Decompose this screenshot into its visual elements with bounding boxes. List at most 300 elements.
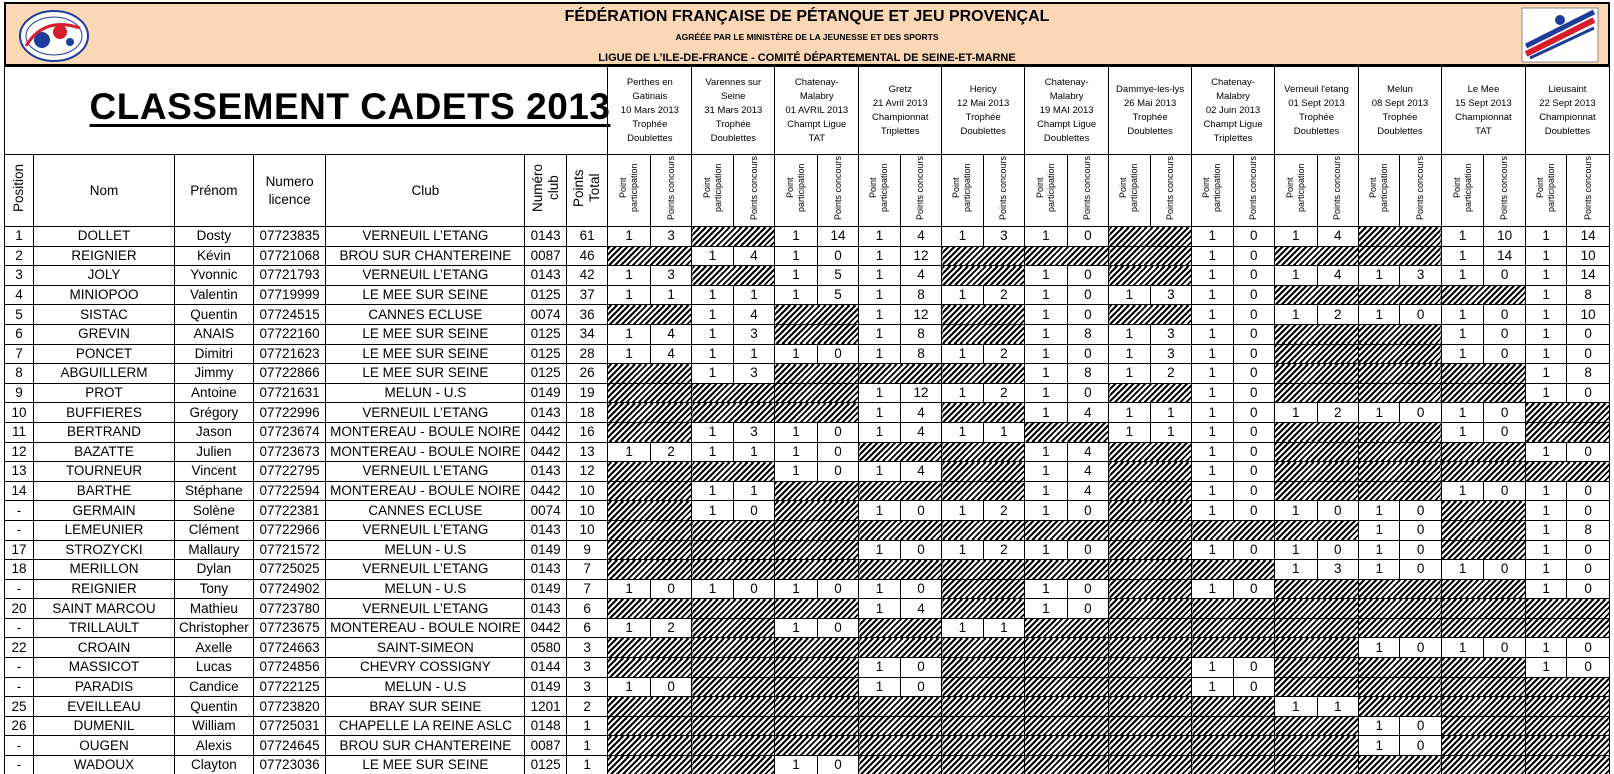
cell-club-number: 0442 — [525, 442, 566, 462]
event-line: 26 Mai 2013 — [1123, 97, 1177, 109]
cell-concours: 8 — [1067, 324, 1108, 344]
cell-no-participation — [942, 324, 1025, 344]
cell-no-participation — [1275, 520, 1359, 540]
column-header-label: Point participation — [868, 163, 890, 213]
cell-club: LE MEE SUR SEINE — [326, 285, 525, 305]
cell-no-participation — [1358, 462, 1441, 482]
cell-no-participation — [1025, 618, 1109, 638]
cell-no-participation — [942, 638, 1025, 658]
cell-points-total: 10 — [566, 520, 607, 540]
event-header — [692, 67, 775, 155]
table-row — [5, 344, 1610, 364]
cell-position: 17 — [5, 540, 34, 560]
cell-participation: 1 — [692, 364, 733, 384]
cell-participation: 1 — [1441, 266, 1484, 286]
event-line: Dammye-les-lys — [1116, 83, 1185, 95]
cell-participation: 1 — [1025, 383, 1068, 403]
cell-no-participation — [1275, 462, 1359, 482]
cell-participation: 1 — [1358, 520, 1399, 540]
cell-nom: BUFFIERES — [34, 403, 175, 423]
cell-participation: 1 — [1275, 227, 1318, 247]
column-header-concours — [1400, 155, 1441, 227]
event-line: 22 Sept 2013 — [1539, 97, 1596, 109]
cell-participation: 1 — [608, 285, 651, 305]
cell-participation: 1 — [859, 579, 900, 599]
cell-no-participation — [1358, 756, 1441, 774]
event-line: Le Mee — [1467, 83, 1500, 95]
cell-no-participation — [608, 599, 692, 619]
cell-participation: 1 — [1192, 266, 1233, 286]
cell-concours: 0 — [1567, 383, 1610, 403]
cell-participation: 1 — [1275, 403, 1318, 423]
column-header-concours — [817, 155, 858, 227]
cell-participation: 1 — [859, 462, 900, 482]
cell-participation: 1 — [1525, 579, 1566, 599]
cell-concours: 0 — [1484, 422, 1525, 442]
cell-participation: 1 — [1275, 560, 1318, 580]
cell-position: - — [5, 579, 34, 599]
cell-no-participation — [775, 520, 859, 540]
cell-concours: 0 — [1067, 344, 1108, 364]
cell-concours: 8 — [900, 344, 941, 364]
event-header — [1275, 67, 1359, 155]
cell-points-total: 46 — [566, 246, 607, 266]
cell-no-participation — [1192, 638, 1275, 658]
cell-participation: 1 — [859, 285, 900, 305]
cell-concours: 0 — [1400, 540, 1441, 560]
cell-nom: REIGNIER — [34, 246, 175, 266]
cell-no-participation — [775, 540, 859, 560]
cell-no-participation — [1441, 658, 1525, 678]
cell-participation: 1 — [942, 618, 983, 638]
cell-concours: 0 — [900, 579, 941, 599]
cell-no-participation — [1192, 520, 1275, 540]
event-line: Gatinais — [632, 90, 668, 102]
cell-nom: WADOUX — [34, 756, 175, 774]
cell-concours: 2 — [650, 442, 691, 462]
cell-concours: 0 — [1067, 285, 1108, 305]
cell-position: - — [5, 618, 34, 638]
cell-participation: 1 — [1525, 658, 1566, 678]
cell-participation: 1 — [1441, 560, 1484, 580]
cell-no-participation — [608, 364, 692, 384]
cell-participation: 1 — [1358, 403, 1399, 423]
cell-participation: 1 — [859, 677, 900, 697]
cell-concours: 0 — [1567, 638, 1610, 658]
event-header — [775, 67, 859, 155]
cell-points-total: 1 — [566, 716, 607, 736]
cell-concours: 0 — [1567, 579, 1610, 599]
cadets-ranking-table — [4, 66, 1610, 774]
table-row — [5, 227, 1610, 247]
cell-concours: 3 — [650, 227, 691, 247]
cell-participation: 1 — [1275, 540, 1318, 560]
column-header-label: Points concours — [998, 155, 1009, 221]
cell-concours: 0 — [1233, 403, 1274, 423]
cell-no-participation — [859, 618, 942, 638]
cell-licence: 07722966 — [253, 520, 326, 540]
column-header-label: Point participation — [1368, 163, 1390, 213]
cell-concours: 1 — [733, 481, 774, 501]
cell-participation: 1 — [859, 383, 900, 403]
cell-participation: 1 — [1025, 579, 1068, 599]
cell-no-participation — [1109, 618, 1192, 638]
cell-concours: 4 — [650, 344, 691, 364]
cell-no-participation — [1109, 697, 1192, 717]
cell-position: 1 — [5, 227, 34, 247]
cell-licence: 07721623 — [253, 344, 326, 364]
cell-no-participation — [1525, 756, 1609, 774]
cell-points-total: 3 — [566, 658, 607, 678]
table-row — [5, 658, 1610, 678]
cell-concours: 2 — [650, 618, 691, 638]
column-header-label: Point participation — [1034, 163, 1056, 213]
table-row — [5, 579, 1610, 599]
event-line: Seine — [721, 90, 746, 102]
cell-no-participation — [1275, 324, 1359, 344]
cell-no-participation — [1358, 618, 1441, 638]
cell-no-participation — [1275, 736, 1359, 756]
cell-no-participation — [1025, 736, 1109, 756]
cell-concours: 3 — [1317, 560, 1358, 580]
column-header-label: Point participation — [1451, 163, 1473, 213]
cell-no-participation — [775, 677, 859, 697]
column-header-concours — [650, 155, 691, 227]
event-line: Champt Ligue — [1203, 118, 1263, 130]
cell-concours: 0 — [1233, 422, 1274, 442]
cell-concours: 0 — [817, 462, 858, 482]
cell-no-participation — [1441, 462, 1525, 482]
cell-concours: 2 — [1317, 305, 1358, 325]
cell-club: MELUN - U.S — [326, 579, 525, 599]
event-line: 19 MAI 2013 — [1039, 104, 1094, 116]
cell-participation: 1 — [1109, 344, 1150, 364]
cell-no-participation — [1025, 658, 1109, 678]
cell-nom: REIGNIER — [34, 579, 175, 599]
cell-participation: 1 — [1525, 227, 1566, 247]
cell-nom: DUMENIL — [34, 716, 175, 736]
cell-concours: 8 — [1067, 364, 1108, 384]
cell-points-total: 42 — [566, 266, 607, 286]
event-line: Doublettes — [1293, 125, 1340, 137]
cell-licence: 07722996 — [253, 403, 326, 423]
cell-no-participation — [1525, 599, 1609, 619]
cell-participation: 1 — [1275, 501, 1318, 521]
cell-no-participation — [692, 227, 775, 247]
cell-no-participation — [859, 560, 942, 580]
cell-no-participation — [942, 599, 1025, 619]
cell-concours: 0 — [1400, 305, 1441, 325]
cell-concours: 0 — [1567, 344, 1610, 364]
cell-participation: 1 — [775, 285, 818, 305]
cell-participation: 1 — [775, 246, 818, 266]
column-header-label: Points concours — [1248, 155, 1259, 221]
cell-participation: 1 — [692, 481, 733, 501]
event-line: Perthes en — [626, 76, 673, 88]
cell-no-participation — [608, 560, 692, 580]
cell-participation: 1 — [1525, 344, 1566, 364]
cell-concours: 0 — [650, 579, 691, 599]
cell-participation: 1 — [859, 227, 900, 247]
cell-no-participation — [1525, 422, 1609, 442]
cell-participation: 1 — [942, 285, 983, 305]
cell-concours: 4 — [733, 246, 774, 266]
cell-licence: 07722381 — [253, 501, 326, 521]
cell-no-participation — [1275, 481, 1359, 501]
cell-no-participation — [1441, 716, 1525, 736]
cell-points-total: 9 — [566, 540, 607, 560]
cell-participation: 1 — [1275, 305, 1318, 325]
cell-participation: 1 — [942, 344, 983, 364]
cell-no-participation — [775, 403, 859, 423]
cell-concours: 0 — [817, 344, 858, 364]
column-header-label: Point participation — [1284, 163, 1306, 213]
cell-no-participation — [775, 638, 859, 658]
cell-concours: 0 — [1400, 520, 1441, 540]
cell-concours: 0 — [1567, 658, 1610, 678]
cell-no-participation — [1275, 638, 1359, 658]
event-line: Gretz — [888, 83, 912, 95]
cell-participation: 1 — [775, 756, 818, 774]
cell-no-participation — [692, 658, 775, 678]
cell-concours: 2 — [983, 383, 1024, 403]
cell-licence: 07723673 — [253, 442, 326, 462]
cell-no-participation — [1525, 618, 1609, 638]
cell-concours: 0 — [1233, 481, 1274, 501]
cell-club-number: 0143 — [525, 227, 566, 247]
cell-no-participation — [692, 716, 775, 736]
cell-concours: 2 — [983, 501, 1024, 521]
cell-licence: 07723820 — [253, 697, 326, 717]
cell-no-participation — [942, 579, 1025, 599]
cell-club-number: 0149 — [525, 383, 566, 403]
cell-participation: 1 — [1192, 344, 1233, 364]
cell-licence: 07721068 — [253, 246, 326, 266]
federation-banner — [4, 2, 1610, 66]
cell-club-number: 0074 — [525, 305, 566, 325]
column-header-concours — [983, 155, 1024, 227]
cell-nom: SISTAC — [34, 305, 175, 325]
cell-no-participation — [859, 520, 942, 540]
event-line: Champt Ligue — [1037, 118, 1097, 130]
cell-concours: 0 — [1067, 383, 1108, 403]
cell-no-participation — [1109, 305, 1192, 325]
cell-no-participation — [1109, 520, 1192, 540]
event-line: Triplettes — [1213, 132, 1253, 144]
cell-no-participation — [1441, 540, 1525, 560]
column-header-participation — [1275, 155, 1318, 227]
cell-club: MELUN - U.S — [326, 383, 525, 403]
cell-points-total: 37 — [566, 285, 607, 305]
cell-club: BROU SUR CHANTEREINE — [326, 736, 525, 756]
cell-no-participation — [692, 618, 775, 638]
cell-club: VERNEUIL L’ETANG — [326, 520, 525, 540]
cell-no-participation — [1192, 716, 1275, 736]
cell-participation: 1 — [1025, 462, 1068, 482]
cell-no-participation — [775, 324, 859, 344]
cell-concours: 2 — [1150, 364, 1191, 384]
cell-position: 18 — [5, 560, 34, 580]
cell-participation: 1 — [1025, 403, 1068, 423]
cell-points-total: 10 — [566, 481, 607, 501]
cell-participation: 1 — [1192, 481, 1233, 501]
cell-concours: 0 — [1233, 246, 1274, 266]
cell-no-participation — [608, 540, 692, 560]
cell-no-participation — [608, 305, 692, 325]
cell-nom: PONCET — [34, 344, 175, 364]
cell-participation: 1 — [1109, 403, 1150, 423]
cell-no-participation — [1525, 403, 1609, 423]
cell-no-participation — [692, 403, 775, 423]
cell-participation: 1 — [1192, 579, 1233, 599]
cell-concours: 0 — [817, 756, 858, 774]
cell-no-participation — [1525, 462, 1609, 482]
cell-nom: BAZATTE — [34, 442, 175, 462]
cell-concours: 0 — [1233, 579, 1274, 599]
event-line: Varennes sur — [705, 76, 762, 88]
cell-nom: LEMEUNIER — [34, 520, 175, 540]
cell-no-participation — [1358, 599, 1441, 619]
cell-concours: 3 — [983, 227, 1024, 247]
cell-concours: 0 — [1233, 305, 1274, 325]
cell-participation: 1 — [1525, 481, 1566, 501]
event-line: Trophée — [1298, 111, 1334, 123]
cell-prenom: Dylan — [175, 560, 254, 580]
federation-title: FÉDÉRATION FRANÇAISE DE PÉTANQUE ET JEU PROVENÇAL — [564, 8, 1050, 25]
cell-no-participation — [692, 736, 775, 756]
cell-participation: 1 — [1025, 227, 1068, 247]
cell-position: 14 — [5, 481, 34, 501]
cell-nom: PROT — [34, 383, 175, 403]
cell-participation: 1 — [1025, 442, 1068, 462]
cell-concours: 2 — [983, 344, 1024, 364]
table-row — [5, 246, 1610, 266]
event-line: Trophée — [632, 118, 668, 130]
table-row — [5, 599, 1610, 619]
table-row — [5, 422, 1610, 442]
cell-club: CANNES ECLUSE — [326, 305, 525, 325]
cell-participation: 1 — [1441, 344, 1484, 364]
cell-position: - — [5, 736, 34, 756]
event-line: 08 Sept 2013 — [1371, 97, 1429, 109]
cell-club-number: 0144 — [525, 658, 566, 678]
cell-prenom: William — [175, 716, 254, 736]
cell-participation: 1 — [1192, 403, 1233, 423]
cell-no-participation — [942, 266, 1025, 286]
cell-licence: 07721572 — [253, 540, 326, 560]
cell-no-participation — [859, 638, 942, 658]
cell-no-participation — [942, 403, 1025, 423]
cell-club-number: 0143 — [525, 403, 566, 423]
cell-participation: 1 — [1358, 305, 1399, 325]
cell-no-participation — [1275, 677, 1359, 697]
cell-nom: STROZYCKI — [34, 540, 175, 560]
cell-concours: 0 — [1484, 638, 1525, 658]
cell-concours: 4 — [900, 599, 941, 619]
cell-club-number: 0143 — [525, 462, 566, 482]
cell-prenom: Clayton — [175, 756, 254, 774]
cell-licence: 07723780 — [253, 599, 326, 619]
cell-participation: 1 — [692, 422, 733, 442]
cell-nom: TRILLAULT — [34, 618, 175, 638]
column-header-label: Points Total — [571, 169, 603, 207]
cell-participation: 1 — [859, 403, 900, 423]
cell-no-participation — [1109, 501, 1192, 521]
cell-points-total: 61 — [566, 227, 607, 247]
cell-points-total: 19 — [566, 383, 607, 403]
cell-concours: 0 — [1400, 716, 1441, 736]
cell-concours: 0 — [1567, 324, 1610, 344]
cell-licence: 07722795 — [253, 462, 326, 482]
cell-licence: 07723675 — [253, 618, 326, 638]
cell-concours: 0 — [1233, 364, 1274, 384]
event-line: 15 Sept 2013 — [1455, 97, 1512, 109]
cell-no-participation — [1358, 442, 1441, 462]
column-header-participation — [942, 155, 983, 227]
event-line: Championnat — [1455, 111, 1512, 123]
event-header — [1525, 67, 1609, 155]
cell-club: LE MEE SUR SEINE — [326, 344, 525, 364]
cell-participation: 1 — [692, 324, 733, 344]
column-header-label: Points concours — [832, 155, 843, 221]
cell-no-participation — [1275, 246, 1359, 266]
cell-concours: 3 — [733, 324, 774, 344]
event-line: Doublettes — [1544, 125, 1591, 137]
column-header-label: Points concours — [1415, 155, 1426, 221]
event-line: Malabry — [1216, 90, 1250, 102]
cell-concours: 0 — [1067, 266, 1108, 286]
cell-participation: 1 — [1358, 736, 1399, 756]
column-header-licence: Numero licence — [253, 155, 326, 227]
cell-points-total: 6 — [566, 599, 607, 619]
column-header-concours — [1317, 155, 1358, 227]
cell-prenom: Quentin — [175, 697, 254, 717]
cell-concours: 0 — [1233, 266, 1274, 286]
event-line: Champt Ligue — [787, 118, 847, 130]
cell-concours: 0 — [1567, 560, 1610, 580]
cell-concours: 3 — [1150, 285, 1191, 305]
cell-no-participation — [1358, 227, 1441, 247]
cell-concours: 12 — [900, 246, 941, 266]
cell-no-participation — [1358, 422, 1441, 442]
column-header-participation — [1525, 155, 1566, 227]
cell-no-participation — [775, 364, 859, 384]
cell-position: 3 — [5, 266, 34, 286]
cell-licence: 07725025 — [253, 560, 326, 580]
cell-prenom: Dosty — [175, 227, 254, 247]
cell-concours: 0 — [733, 579, 774, 599]
event-line: Doublettes — [1377, 125, 1423, 137]
cell-participation: 1 — [859, 540, 900, 560]
column-header-club: Club — [326, 155, 525, 227]
cell-participation: 1 — [1192, 658, 1233, 678]
cell-licence: 07724856 — [253, 658, 326, 678]
cell-participation: 1 — [1358, 266, 1399, 286]
cell-concours: 1 — [983, 422, 1024, 442]
cell-participation: 1 — [692, 246, 733, 266]
cell-no-participation — [1441, 618, 1525, 638]
cell-no-participation — [692, 462, 775, 482]
cell-participation: 1 — [942, 422, 983, 442]
cell-participation: 1 — [1525, 285, 1566, 305]
cell-club: CHAPELLE LA REINE ASLC — [326, 716, 525, 736]
event-line: Doublettes — [1043, 132, 1090, 144]
cell-no-participation — [608, 501, 692, 521]
event-line: Doublettes — [960, 125, 1006, 137]
cell-participation: 1 — [692, 344, 733, 364]
cell-concours: 1 — [1317, 697, 1358, 717]
event-line: Triplettes — [880, 125, 920, 137]
